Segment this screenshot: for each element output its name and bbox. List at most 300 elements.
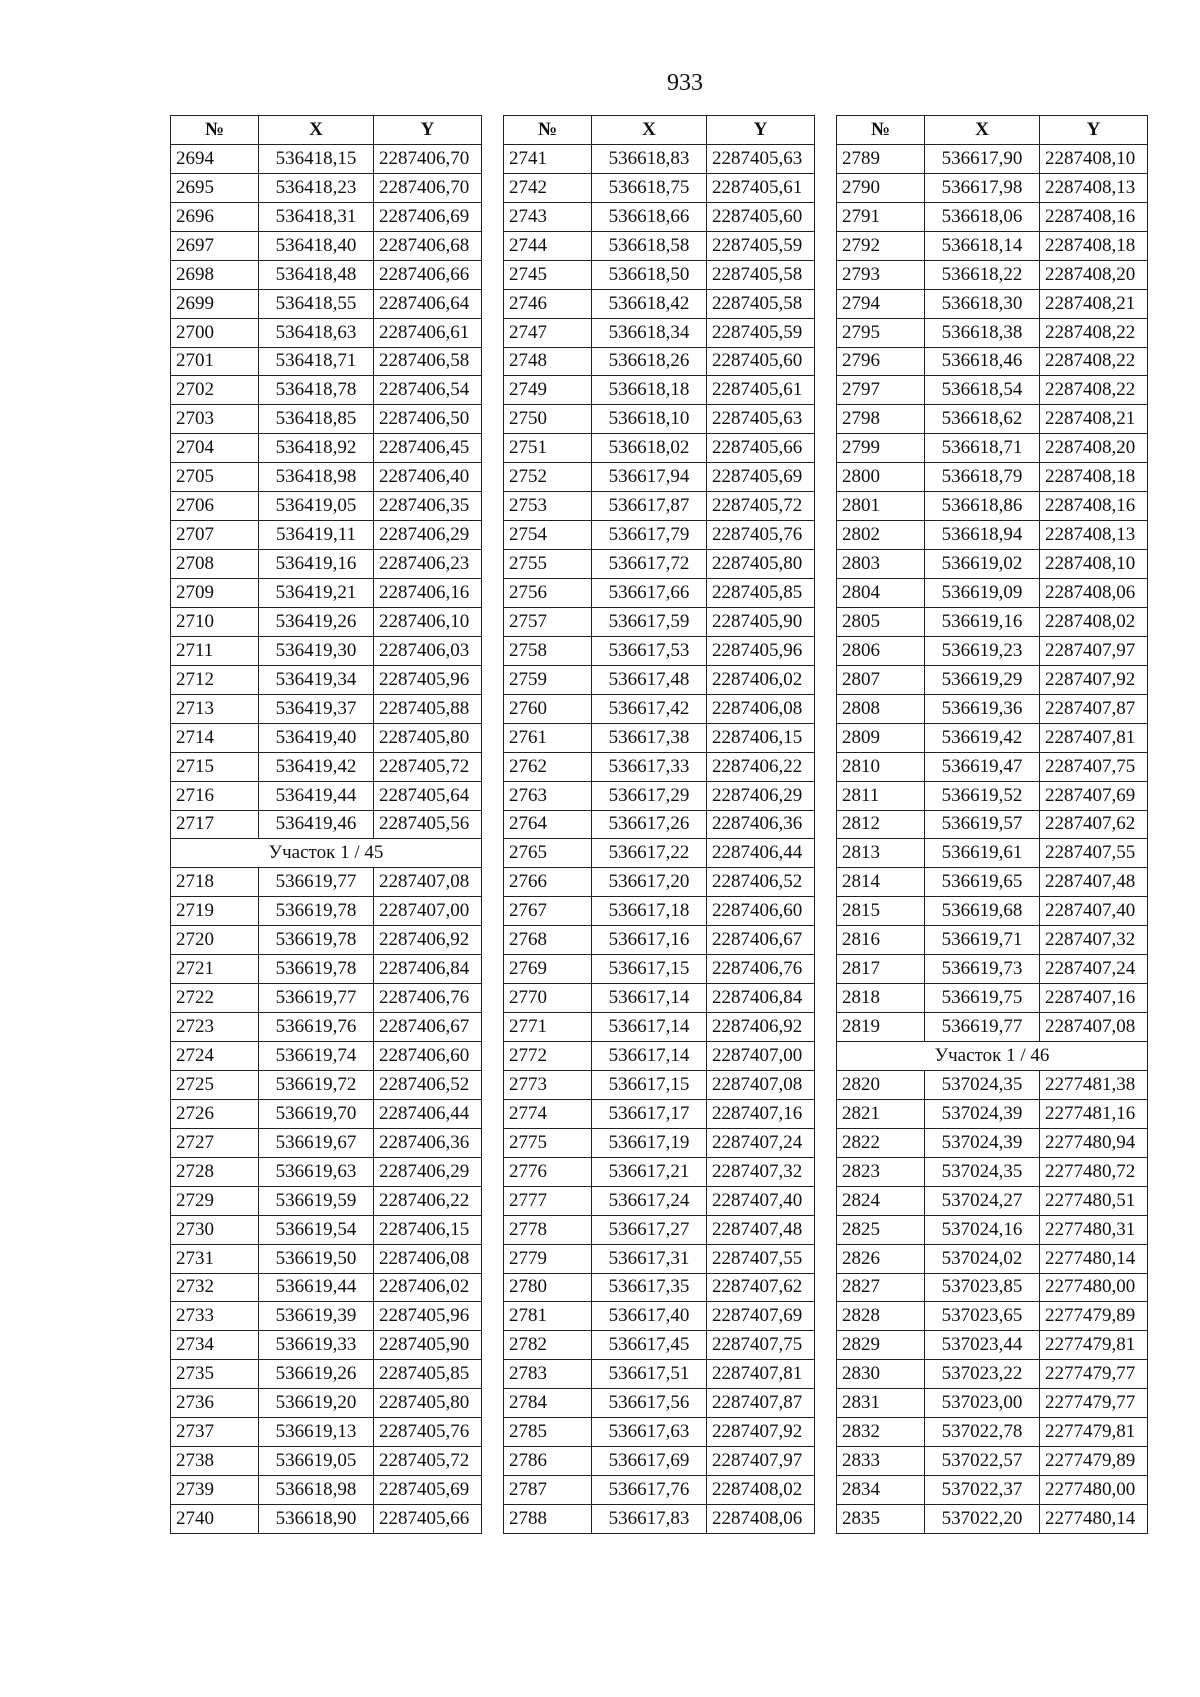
- x-coordinate-cell: 536617,76: [592, 1476, 707, 1505]
- table-row: [504, 694, 815, 723]
- point-number-cell: 2739: [171, 1476, 259, 1505]
- y-coordinate-cell: 2287407,55: [1040, 839, 1148, 868]
- point-number-cell: 2828: [837, 1302, 925, 1331]
- y-coordinate-cell: 2287408,22: [1040, 347, 1148, 376]
- table-row: [837, 1389, 1148, 1418]
- y-coordinate-cell: 2287405,80: [374, 723, 482, 752]
- x-coordinate-cell: 537022,20: [925, 1505, 1040, 1534]
- x-coordinate-cell: 536618,62: [925, 405, 1040, 434]
- table-row: [837, 955, 1148, 984]
- y-coordinate-cell: 2287407,75: [1040, 752, 1148, 781]
- y-coordinate-cell: 2287406,29: [374, 1157, 482, 1186]
- table-row: [837, 1128, 1148, 1157]
- y-coordinate-cell: 2287406,70: [374, 173, 482, 202]
- x-coordinate-cell: 536418,31: [259, 202, 374, 231]
- y-coordinate-cell: 2277481,16: [1040, 1099, 1148, 1128]
- x-coordinate-cell: 536619,73: [925, 955, 1040, 984]
- y-coordinate-cell: 2277481,38: [1040, 1070, 1148, 1099]
- x-coordinate-cell: 536617,83: [592, 1505, 707, 1534]
- x-coordinate-cell: 537023,85: [925, 1273, 1040, 1302]
- point-number-cell: 2790: [837, 173, 925, 202]
- x-coordinate-cell: 536419,26: [259, 607, 374, 636]
- point-number-cell: 2835: [837, 1505, 925, 1534]
- y-coordinate-cell: 2287405,69: [374, 1476, 482, 1505]
- y-coordinate-cell: 2287405,64: [374, 781, 482, 810]
- y-coordinate-cell: 2287406,70: [374, 144, 482, 173]
- y-coordinate-cell: 2287406,50: [374, 405, 482, 434]
- table-row: [504, 1476, 815, 1505]
- table-row: [504, 781, 815, 810]
- y-coordinate-cell: 2287407,16: [1040, 984, 1148, 1013]
- point-number-cell: 2797: [837, 376, 925, 405]
- header-x: X: [259, 116, 374, 145]
- x-coordinate-cell: 536419,30: [259, 636, 374, 665]
- x-coordinate-cell: 536617,72: [592, 550, 707, 579]
- y-coordinate-cell: 2277480,51: [1040, 1186, 1148, 1215]
- table-row: [504, 434, 815, 463]
- y-coordinate-cell: 2287408,16: [1040, 202, 1148, 231]
- y-coordinate-cell: 2287405,80: [374, 1389, 482, 1418]
- x-coordinate-cell: 536619,72: [259, 1070, 374, 1099]
- table-row: [504, 173, 815, 202]
- table-row: [837, 723, 1148, 752]
- x-coordinate-cell: 536617,22: [592, 839, 707, 868]
- table-row: [837, 492, 1148, 521]
- x-coordinate-cell: 536617,38: [592, 723, 707, 752]
- y-coordinate-cell: 2277480,14: [1040, 1244, 1148, 1273]
- table-row: [837, 1447, 1148, 1476]
- point-number-cell: 2768: [504, 926, 592, 955]
- x-coordinate-cell: 536617,31: [592, 1244, 707, 1273]
- table-row: [837, 1013, 1148, 1042]
- table-row: [171, 926, 482, 955]
- x-coordinate-cell: 536619,71: [925, 926, 1040, 955]
- point-number-cell: 2716: [171, 781, 259, 810]
- y-coordinate-cell: 2287408,10: [1040, 144, 1148, 173]
- table-row: [171, 665, 482, 694]
- y-coordinate-cell: 2277480,94: [1040, 1128, 1148, 1157]
- y-coordinate-cell: 2277479,81: [1040, 1331, 1148, 1360]
- header-y: Y: [1040, 116, 1148, 145]
- y-coordinate-cell: 2287405,58: [707, 289, 815, 318]
- x-coordinate-cell: 536619,77: [925, 1013, 1040, 1042]
- table-row: [171, 810, 482, 839]
- y-coordinate-cell: 2277480,00: [1040, 1273, 1148, 1302]
- point-number-cell: 2750: [504, 405, 592, 434]
- x-coordinate-cell: 536617,98: [925, 173, 1040, 202]
- point-number-cell: 2832: [837, 1418, 925, 1447]
- point-number-cell: 2769: [504, 955, 592, 984]
- table-row: [171, 781, 482, 810]
- point-number-cell: 2796: [837, 347, 925, 376]
- x-coordinate-cell: 536619,29: [925, 665, 1040, 694]
- table-row: [171, 1302, 482, 1331]
- y-coordinate-cell: 2287407,75: [707, 1331, 815, 1360]
- table-row: [171, 434, 482, 463]
- x-coordinate-cell: 536618,94: [925, 521, 1040, 550]
- y-coordinate-cell: 2287405,90: [374, 1331, 482, 1360]
- x-coordinate-cell: 536418,15: [259, 144, 374, 173]
- x-coordinate-cell: 537024,35: [925, 1070, 1040, 1099]
- point-number-cell: 2780: [504, 1273, 592, 1302]
- x-coordinate-cell: 536618,18: [592, 376, 707, 405]
- table-row: [837, 144, 1148, 173]
- y-coordinate-cell: 2287407,40: [1040, 897, 1148, 926]
- x-coordinate-cell: 536617,94: [592, 463, 707, 492]
- x-coordinate-cell: 536418,55: [259, 289, 374, 318]
- point-number-cell: 2736: [171, 1389, 259, 1418]
- table-header-row: [504, 116, 815, 145]
- table-row: [837, 926, 1148, 955]
- y-coordinate-cell: 2287405,58: [707, 260, 815, 289]
- table-row: [171, 1013, 482, 1042]
- y-coordinate-cell: 2287406,52: [707, 868, 815, 897]
- y-coordinate-cell: 2277480,00: [1040, 1476, 1148, 1505]
- coordinates-table-1: [170, 115, 482, 1534]
- table-row: [504, 839, 815, 868]
- x-coordinate-cell: 536617,15: [592, 955, 707, 984]
- point-number-cell: 2749: [504, 376, 592, 405]
- x-coordinate-cell: 536619,02: [925, 550, 1040, 579]
- table-row: [171, 550, 482, 579]
- table-row: [837, 607, 1148, 636]
- x-coordinate-cell: 536619,70: [259, 1099, 374, 1128]
- point-number-cell: 2818: [837, 984, 925, 1013]
- point-number-cell: 2709: [171, 579, 259, 608]
- y-coordinate-cell: 2287406,60: [707, 897, 815, 926]
- y-coordinate-cell: 2287407,48: [1040, 868, 1148, 897]
- header-number: №: [504, 116, 592, 145]
- point-number-cell: 2766: [504, 868, 592, 897]
- y-coordinate-cell: 2287405,80: [707, 550, 815, 579]
- y-coordinate-cell: 2277479,77: [1040, 1389, 1148, 1418]
- x-coordinate-cell: 536619,67: [259, 1128, 374, 1157]
- table-row: [504, 579, 815, 608]
- point-number-cell: 2779: [504, 1244, 592, 1273]
- x-coordinate-cell: 536618,50: [592, 260, 707, 289]
- x-coordinate-cell: 536619,50: [259, 1244, 374, 1273]
- point-number-cell: 2719: [171, 897, 259, 926]
- y-coordinate-cell: 2287406,76: [707, 955, 815, 984]
- x-coordinate-cell: 536618,98: [259, 1476, 374, 1505]
- table-row: [837, 347, 1148, 376]
- point-number-cell: 2773: [504, 1070, 592, 1099]
- table-body: [837, 144, 1148, 1533]
- y-coordinate-cell: 2287405,76: [374, 1418, 482, 1447]
- x-coordinate-cell: 536617,19: [592, 1128, 707, 1157]
- table-row: [504, 1389, 815, 1418]
- table-row: [837, 579, 1148, 608]
- y-coordinate-cell: 2277480,31: [1040, 1215, 1148, 1244]
- y-coordinate-cell: 2287407,00: [707, 1042, 815, 1071]
- point-number-cell: 2729: [171, 1186, 259, 1215]
- x-coordinate-cell: 536419,46: [259, 810, 374, 839]
- point-number-cell: 2748: [504, 347, 592, 376]
- table-row: [837, 550, 1148, 579]
- y-coordinate-cell: 2287406,84: [374, 955, 482, 984]
- section-label: Участок 1 / 46: [837, 1042, 1148, 1071]
- table-row: [504, 376, 815, 405]
- point-number-cell: 2812: [837, 810, 925, 839]
- x-coordinate-cell: 536617,59: [592, 607, 707, 636]
- table-row: [504, 202, 815, 231]
- x-coordinate-cell: 536618,02: [592, 434, 707, 463]
- table-row: [837, 1505, 1148, 1534]
- table-row: [504, 810, 815, 839]
- table-row: [504, 1099, 815, 1128]
- table-row: [837, 752, 1148, 781]
- x-coordinate-cell: 536619,61: [925, 839, 1040, 868]
- x-coordinate-cell: 537024,02: [925, 1244, 1040, 1273]
- table-row: [837, 289, 1148, 318]
- x-coordinate-cell: 536418,23: [259, 173, 374, 202]
- table-row: [171, 1447, 482, 1476]
- table-row: [171, 1128, 482, 1157]
- y-coordinate-cell: 2287406,92: [707, 1013, 815, 1042]
- point-number-cell: 2829: [837, 1331, 925, 1360]
- point-number-cell: 2777: [504, 1186, 592, 1215]
- point-number-cell: 2703: [171, 405, 259, 434]
- x-coordinate-cell: 536617,33: [592, 752, 707, 781]
- x-coordinate-cell: 536619,78: [259, 955, 374, 984]
- y-coordinate-cell: 2287405,66: [707, 434, 815, 463]
- point-number-cell: 2700: [171, 318, 259, 347]
- point-number-cell: 2743: [504, 202, 592, 231]
- point-number-cell: 2760: [504, 694, 592, 723]
- table-row: [837, 810, 1148, 839]
- table-row: [171, 1476, 482, 1505]
- y-coordinate-cell: 2287406,69: [374, 202, 482, 231]
- y-coordinate-cell: 2287406,64: [374, 289, 482, 318]
- table-row: [504, 1360, 815, 1389]
- table-row: [171, 868, 482, 897]
- point-number-cell: 2775: [504, 1128, 592, 1157]
- point-number-cell: 2756: [504, 579, 592, 608]
- y-coordinate-cell: 2287405,76: [707, 521, 815, 550]
- x-coordinate-cell: 537024,39: [925, 1128, 1040, 1157]
- table-row: [837, 1418, 1148, 1447]
- table-row: [837, 781, 1148, 810]
- x-coordinate-cell: 536619,09: [925, 579, 1040, 608]
- point-number-cell: 2804: [837, 579, 925, 608]
- x-coordinate-cell: 536618,66: [592, 202, 707, 231]
- y-coordinate-cell: 2287405,72: [374, 752, 482, 781]
- table-row: [171, 260, 482, 289]
- point-number-cell: 2695: [171, 173, 259, 202]
- x-coordinate-cell: 536617,51: [592, 1360, 707, 1389]
- point-number-cell: 2737: [171, 1418, 259, 1447]
- table-row: [837, 636, 1148, 665]
- table-row: [837, 694, 1148, 723]
- table-row: [171, 1331, 482, 1360]
- y-coordinate-cell: 2287408,20: [1040, 260, 1148, 289]
- x-coordinate-cell: 536617,16: [592, 926, 707, 955]
- y-coordinate-cell: 2287406,44: [707, 839, 815, 868]
- y-coordinate-cell: 2287406,15: [707, 723, 815, 752]
- point-number-cell: 2795: [837, 318, 925, 347]
- x-coordinate-cell: 536617,26: [592, 810, 707, 839]
- point-number-cell: 2697: [171, 231, 259, 260]
- y-coordinate-cell: 2287406,02: [374, 1273, 482, 1302]
- point-number-cell: 2788: [504, 1505, 592, 1534]
- y-coordinate-cell: 2287406,84: [707, 984, 815, 1013]
- x-coordinate-cell: 536619,39: [259, 1302, 374, 1331]
- table-row: [837, 839, 1148, 868]
- point-number-cell: 2713: [171, 694, 259, 723]
- y-coordinate-cell: 2287406,60: [374, 1042, 482, 1071]
- y-coordinate-cell: 2287406,29: [707, 781, 815, 810]
- y-coordinate-cell: 2287406,92: [374, 926, 482, 955]
- y-coordinate-cell: 2287406,08: [707, 694, 815, 723]
- table-row: [504, 1273, 815, 1302]
- x-coordinate-cell: 536618,30: [925, 289, 1040, 318]
- table-row: [504, 1505, 815, 1534]
- table-row: [504, 1157, 815, 1186]
- y-coordinate-cell: 2287408,13: [1040, 173, 1148, 202]
- point-number-cell: 2772: [504, 1042, 592, 1071]
- x-coordinate-cell: 536617,56: [592, 1389, 707, 1418]
- y-coordinate-cell: 2287408,18: [1040, 231, 1148, 260]
- table-row: [504, 723, 815, 752]
- y-coordinate-cell: 2287405,72: [707, 492, 815, 521]
- point-number-cell: 2789: [837, 144, 925, 173]
- point-number-cell: 2761: [504, 723, 592, 752]
- point-number-cell: 2782: [504, 1331, 592, 1360]
- table-row: [504, 260, 815, 289]
- x-coordinate-cell: 536619,77: [259, 984, 374, 1013]
- y-coordinate-cell: 2287406,03: [374, 636, 482, 665]
- x-coordinate-cell: 536617,21: [592, 1157, 707, 1186]
- point-number-cell: 2718: [171, 868, 259, 897]
- table-row: [171, 579, 482, 608]
- x-coordinate-cell: 536619,47: [925, 752, 1040, 781]
- table-row: [171, 1215, 482, 1244]
- x-coordinate-cell: 536619,23: [925, 636, 1040, 665]
- y-coordinate-cell: 2287406,22: [707, 752, 815, 781]
- point-number-cell: 2820: [837, 1070, 925, 1099]
- table-row: [171, 723, 482, 752]
- point-number-cell: 2806: [837, 636, 925, 665]
- table-row: [171, 173, 482, 202]
- y-coordinate-cell: 2287406,22: [374, 1186, 482, 1215]
- x-coordinate-cell: 536619,26: [259, 1360, 374, 1389]
- y-coordinate-cell: 2287407,97: [707, 1447, 815, 1476]
- point-number-cell: 2717: [171, 810, 259, 839]
- table-row: [837, 1186, 1148, 1215]
- table-row: [504, 347, 815, 376]
- y-coordinate-cell: 2287405,96: [374, 665, 482, 694]
- x-coordinate-cell: 537023,00: [925, 1389, 1040, 1418]
- point-number-cell: 2698: [171, 260, 259, 289]
- section-row: [171, 839, 482, 868]
- table-row: [504, 868, 815, 897]
- y-coordinate-cell: 2277480,14: [1040, 1505, 1148, 1534]
- table-row: [504, 405, 815, 434]
- table-header-row: [171, 116, 482, 145]
- y-coordinate-cell: 2287406,66: [374, 260, 482, 289]
- point-number-cell: 2763: [504, 781, 592, 810]
- x-coordinate-cell: 536618,38: [925, 318, 1040, 347]
- point-number-cell: 2814: [837, 868, 925, 897]
- x-coordinate-cell: 536619,16: [925, 607, 1040, 636]
- point-number-cell: 2706: [171, 492, 259, 521]
- table-row: [504, 955, 815, 984]
- y-coordinate-cell: 2287405,90: [707, 607, 815, 636]
- x-coordinate-cell: 536418,71: [259, 347, 374, 376]
- x-coordinate-cell: 536419,34: [259, 665, 374, 694]
- y-coordinate-cell: 2287405,60: [707, 202, 815, 231]
- table-row: [837, 1302, 1148, 1331]
- table-row: [171, 521, 482, 550]
- table-row: [504, 492, 815, 521]
- y-coordinate-cell: 2287408,21: [1040, 405, 1148, 434]
- table-row: [171, 984, 482, 1013]
- x-coordinate-cell: 536618,58: [592, 231, 707, 260]
- x-coordinate-cell: 537022,78: [925, 1418, 1040, 1447]
- x-coordinate-cell: 536418,48: [259, 260, 374, 289]
- table-row: [504, 144, 815, 173]
- table-body: [171, 144, 482, 1533]
- section-label: Участок 1 / 45: [171, 839, 482, 868]
- point-number-cell: 2784: [504, 1389, 592, 1418]
- table-row: [837, 202, 1148, 231]
- y-coordinate-cell: 2287408,02: [707, 1476, 815, 1505]
- x-coordinate-cell: 536619,75: [925, 984, 1040, 1013]
- table-row: [171, 1418, 482, 1447]
- point-number-cell: 2817: [837, 955, 925, 984]
- y-coordinate-cell: 2287408,21: [1040, 289, 1148, 318]
- x-coordinate-cell: 536617,63: [592, 1418, 707, 1447]
- x-coordinate-cell: 536618,54: [925, 376, 1040, 405]
- y-coordinate-cell: 2287407,81: [707, 1360, 815, 1389]
- point-number-cell: 2802: [837, 521, 925, 550]
- y-coordinate-cell: 2287405,85: [707, 579, 815, 608]
- table-row: [837, 318, 1148, 347]
- table-row: [171, 463, 482, 492]
- y-coordinate-cell: 2287407,48: [707, 1215, 815, 1244]
- x-coordinate-cell: 536619,77: [259, 868, 374, 897]
- header-number: №: [171, 116, 259, 145]
- table-row: [171, 1505, 482, 1534]
- table-row: [171, 1070, 482, 1099]
- point-number-cell: 2733: [171, 1302, 259, 1331]
- table-row: [504, 984, 815, 1013]
- x-coordinate-cell: 536619,52: [925, 781, 1040, 810]
- point-number-cell: 2708: [171, 550, 259, 579]
- y-coordinate-cell: 2287406,44: [374, 1099, 482, 1128]
- x-coordinate-cell: 536419,16: [259, 550, 374, 579]
- y-coordinate-cell: 2287406,23: [374, 550, 482, 579]
- x-coordinate-cell: 536618,79: [925, 463, 1040, 492]
- point-number-cell: 2787: [504, 1476, 592, 1505]
- point-number-cell: 2725: [171, 1070, 259, 1099]
- x-coordinate-cell: 536617,35: [592, 1273, 707, 1302]
- x-coordinate-cell: 536619,13: [259, 1418, 374, 1447]
- x-coordinate-cell: 536618,14: [925, 231, 1040, 260]
- x-coordinate-cell: 536619,78: [259, 897, 374, 926]
- header-y: Y: [707, 116, 815, 145]
- table-row: [837, 897, 1148, 926]
- table-row: [504, 665, 815, 694]
- x-coordinate-cell: 536418,40: [259, 231, 374, 260]
- point-number-cell: 2720: [171, 926, 259, 955]
- x-coordinate-cell: 536618,42: [592, 289, 707, 318]
- y-coordinate-cell: 2287406,68: [374, 231, 482, 260]
- y-coordinate-cell: 2287408,18: [1040, 463, 1148, 492]
- table-row: [837, 1360, 1148, 1389]
- point-number-cell: 2758: [504, 636, 592, 665]
- point-number-cell: 2807: [837, 665, 925, 694]
